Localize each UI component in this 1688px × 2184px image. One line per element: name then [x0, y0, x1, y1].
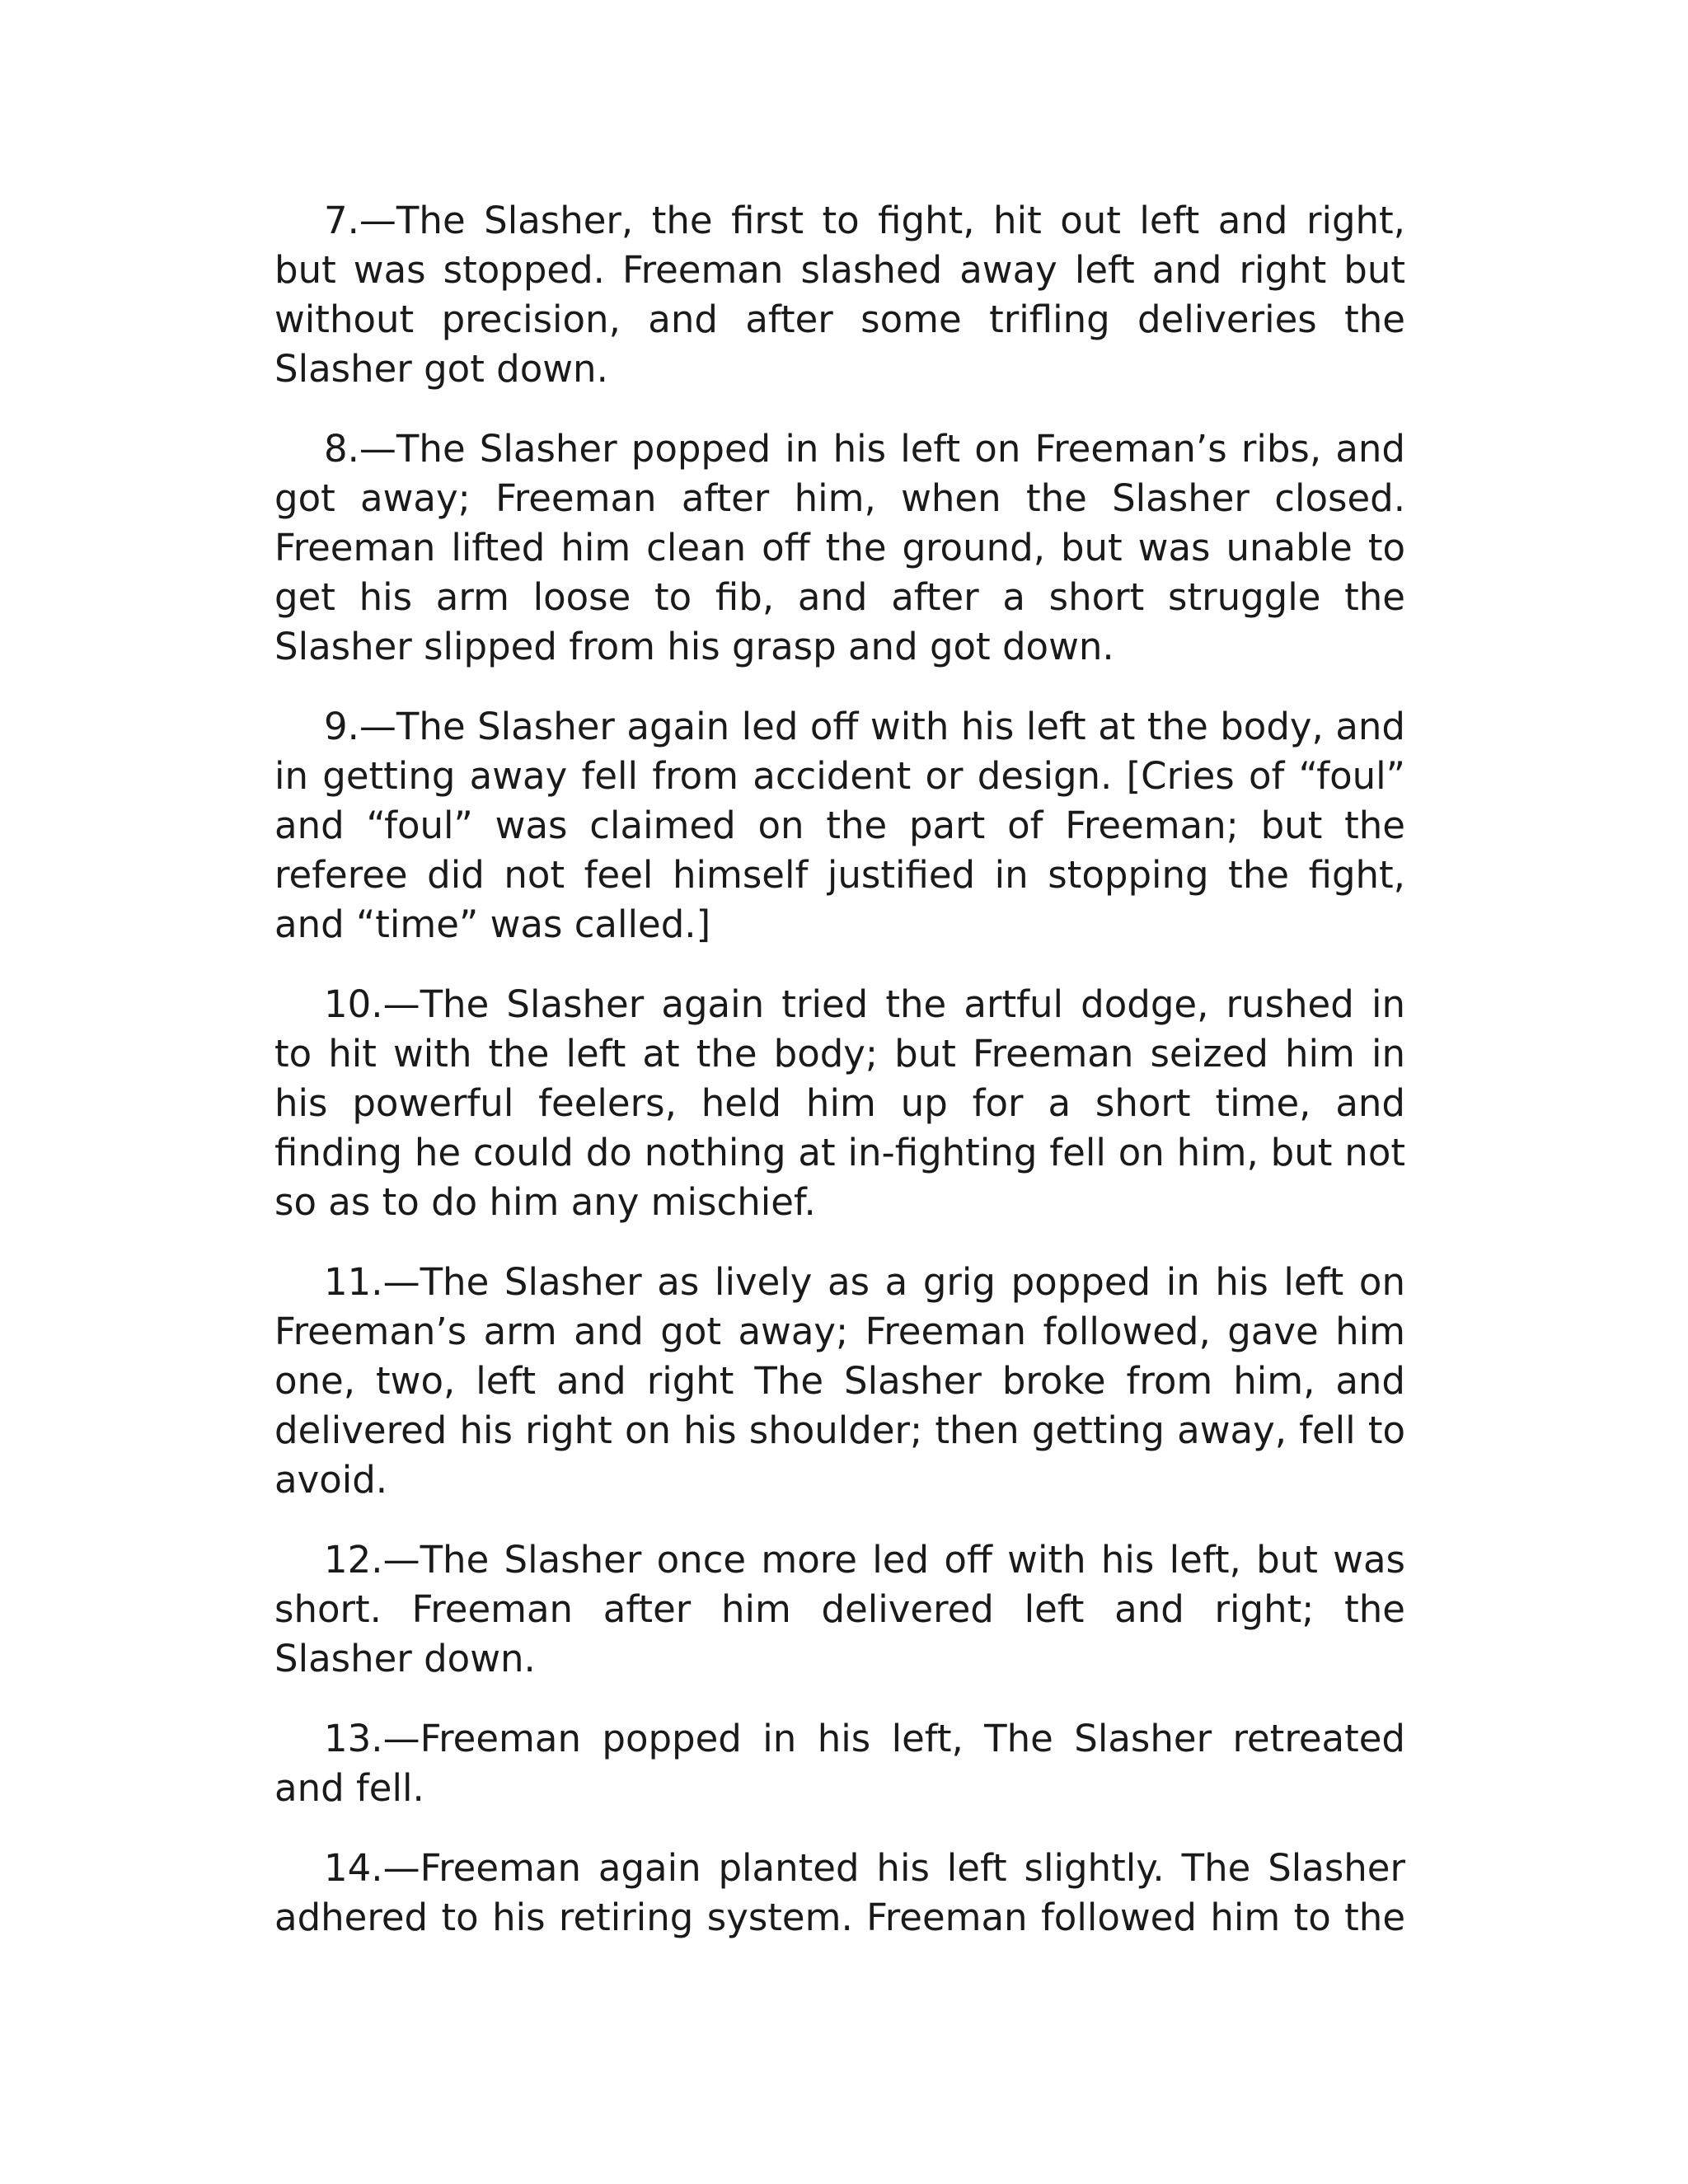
paragraph-round-13: 13.—Freeman popped in his left, The Slasher retreated and fell.	[274, 1717, 1405, 1810]
paragraph-round-12: 12.—The Slasher once more led off with his left, but was short. Freeman after him delivered left and right; the Slasher down.	[274, 1538, 1405, 1680]
paragraph-round-9: 9.—The Slasher again led off with his left at the body, and in getting away fell from accident or design. [Cries of “foul” and “foul” was claimed on the part of Freeman; but the referee did not feel himself justified in stopping the fight, and “time” was called.]	[274, 705, 1405, 946]
paragraph-round-7: 7.—The Slasher, the first to fight, hit out left and right, but was stopped. Freeman slashed away left and right but without precision, and after some trifling deliveries the Slasher got down.	[274, 199, 1405, 391]
paragraph-round-8: 8.—The Slasher popped in his left on Freeman’s ribs, and got away; Freeman after him, when the Slasher closed. Freeman lifted him clean off the ground, but was unable to get his arm loose to fib, and after a short struggle the Slasher slipped from his grasp and got down.	[274, 427, 1405, 668]
paragraph-round-14: 14.—Freeman again planted his left slightly. The Slasher adhered to his retiring system. Freeman followed him to the	[274, 1846, 1405, 1939]
page-body	[274, 196, 1405, 1943]
paragraph-round-10: 10.—The Slasher again tried the artful dodge, rushed in to hit with the left at the body; but Freeman seized him in his powerful feelers, held him up for a short time, and finding he could do nothing at in-fighting fell on him, but not so as to do him any mischief.	[274, 982, 1405, 1224]
paragraph-round-11: 11.—The Slasher as lively as a grig popped in his left on Freeman’s arm and got away; Freeman followed, gave him one, two, left and right The Slasher broke from him, and delivered his right on his shoulder; then getting away, fell to avoid.	[274, 1260, 1405, 1502]
